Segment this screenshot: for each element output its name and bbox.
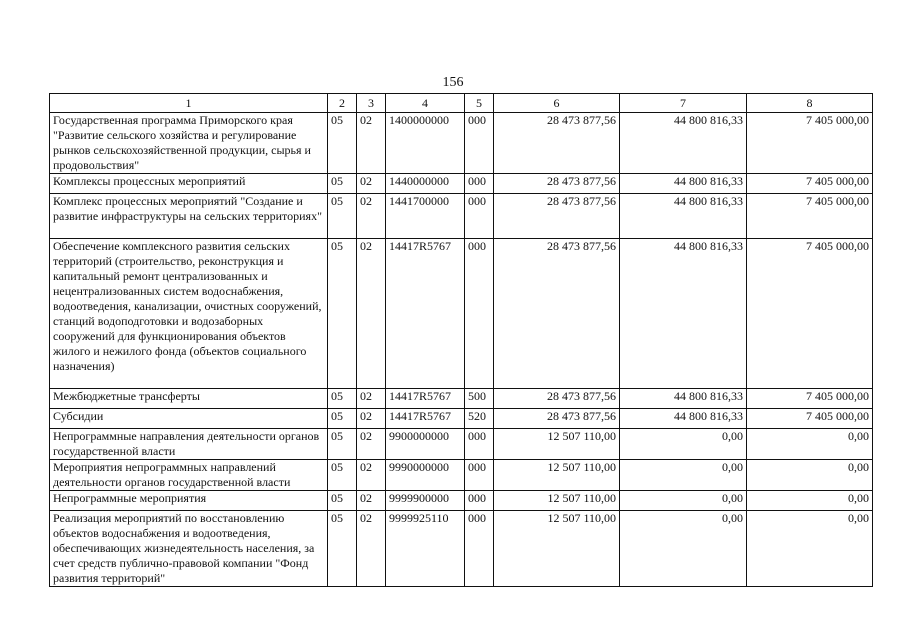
subsection-code: 02 [357,239,386,389]
row-name: Комплекс процессных мероприятий "Создание и развитие инфраструктуры на сельских территориях" [50,194,328,239]
amount-col-7: 0,00 [620,429,747,460]
amount-col-6: 28 473 877,56 [494,194,620,239]
section-code: 05 [328,389,357,409]
section-code: 05 [328,194,357,239]
expense-type-code: 000 [465,460,494,491]
amount-col-6: 12 507 110,00 [494,491,620,511]
amount-col-7: 44 800 816,33 [620,113,747,174]
expense-type-code: 000 [465,113,494,174]
page-number: 156 [442,75,464,90]
amount-col-8: 7 405 000,00 [747,239,873,389]
section-code: 05 [328,511,357,587]
expense-type-code: 000 [465,511,494,587]
target-article-code: 1441700000 [386,194,465,239]
target-article-code: 14417R5767 [386,239,465,389]
table-row [50,194,873,239]
amount-col-6: 12 507 110,00 [494,460,620,491]
row-name: Комплексы процессных мероприятий [50,174,328,194]
amount-col-6: 28 473 877,56 [494,409,620,429]
target-article-code: 9999925110 [386,511,465,587]
target-article-code: 14417R5767 [386,409,465,429]
amount-col-6: 12 507 110,00 [494,429,620,460]
section-code: 05 [328,113,357,174]
column-header: 8 [747,94,873,113]
amount-col-8: 7 405 000,00 [747,113,873,174]
amount-col-7: 44 800 816,33 [620,409,747,429]
table-row [50,174,873,194]
subsection-code: 02 [357,174,386,194]
section-code: 05 [328,174,357,194]
amount-col-6: 12 507 110,00 [494,511,620,587]
budget-table [49,93,873,587]
subsection-code: 02 [357,460,386,491]
amount-col-6: 28 473 877,56 [494,239,620,389]
subsection-code: 02 [357,113,386,174]
amount-col-7: 44 800 816,33 [620,239,747,389]
amount-col-8: 7 405 000,00 [747,174,873,194]
target-article-code: 1400000000 [386,113,465,174]
row-name: Непрограммные мероприятия [50,491,328,511]
expense-type-code: 000 [465,174,494,194]
table-row [50,409,873,429]
expense-type-code: 000 [465,429,494,460]
subsection-code: 02 [357,409,386,429]
amount-col-8: 7 405 000,00 [747,409,873,429]
amount-col-8: 0,00 [747,460,873,491]
amount-col-7: 0,00 [620,511,747,587]
amount-col-8: 0,00 [747,511,873,587]
column-header: 7 [620,94,747,113]
amount-col-7: 0,00 [620,460,747,491]
table-row [50,491,873,511]
row-name: Обеспечение комплексного развития сельских территорий (строительство, реконструкция и капитальный ремонт централизованных и нецентрализованных систем водоснабжения, водоотведения, канализации, очистных сооружений, станций водоподготовки и водозаборных сооружений для функционирования объектов жилого и нежилого фонда (объектов социального назначения) [50,239,328,389]
target-article-code: 9990000000 [386,460,465,491]
row-name: Межбюджетные трансферты [50,389,328,409]
table-header-row [50,94,873,113]
amount-col-7: 44 800 816,33 [620,174,747,194]
row-name: Непрограммные направления деятельности органов государственной власти [50,429,328,460]
section-code: 05 [328,239,357,389]
amount-col-7: 44 800 816,33 [620,194,747,239]
amount-col-6: 28 473 877,56 [494,174,620,194]
target-article-code: 1440000000 [386,174,465,194]
amount-col-8: 0,00 [747,429,873,460]
table-row [50,239,873,389]
amount-col-8: 7 405 000,00 [747,194,873,239]
row-name: Государственная программа Приморского края "Развитие сельского хозяйства и регулирование рынков сельскохозяйственной продукции, сырья и продовольствия" [50,113,328,174]
subsection-code: 02 [357,491,386,511]
subsection-code: 02 [357,194,386,239]
target-article-code: 9999900000 [386,491,465,511]
table-row [50,113,873,174]
column-header: 1 [50,94,328,113]
column-header: 6 [494,94,620,113]
target-article-code: 9900000000 [386,429,465,460]
column-header: 5 [465,94,494,113]
section-code: 05 [328,429,357,460]
table-row [50,511,873,587]
amount-col-7: 0,00 [620,491,747,511]
section-code: 05 [328,460,357,491]
column-header: 4 [386,94,465,113]
section-code: 05 [328,409,357,429]
expense-type-code: 000 [465,491,494,511]
column-header: 3 [357,94,386,113]
section-code: 05 [328,491,357,511]
row-name: Реализация мероприятий по восстановлению объектов водоснабжения и водоотведения, обеспечивающих жизнедеятельность населения, за счет средств публично-правовой компании "Фонд развития территорий" [50,511,328,587]
expense-type-code: 500 [465,389,494,409]
expense-type-code: 520 [465,409,494,429]
row-name: Мероприятия непрограммных направлений деятельности органов государственной власти [50,460,328,491]
row-name: Субсидии [50,409,328,429]
amount-col-7: 44 800 816,33 [620,389,747,409]
amount-col-8: 0,00 [747,491,873,511]
amount-col-6: 28 473 877,56 [494,389,620,409]
amount-col-8: 7 405 000,00 [747,389,873,409]
subsection-code: 02 [357,429,386,460]
expense-type-code: 000 [465,239,494,389]
table-row [50,389,873,409]
amount-col-6: 28 473 877,56 [494,113,620,174]
column-header: 2 [328,94,357,113]
table-row [50,429,873,460]
subsection-code: 02 [357,389,386,409]
expense-type-code: 000 [465,194,494,239]
table-row [50,460,873,491]
subsection-code: 02 [357,511,386,587]
target-article-code: 14417R5767 [386,389,465,409]
